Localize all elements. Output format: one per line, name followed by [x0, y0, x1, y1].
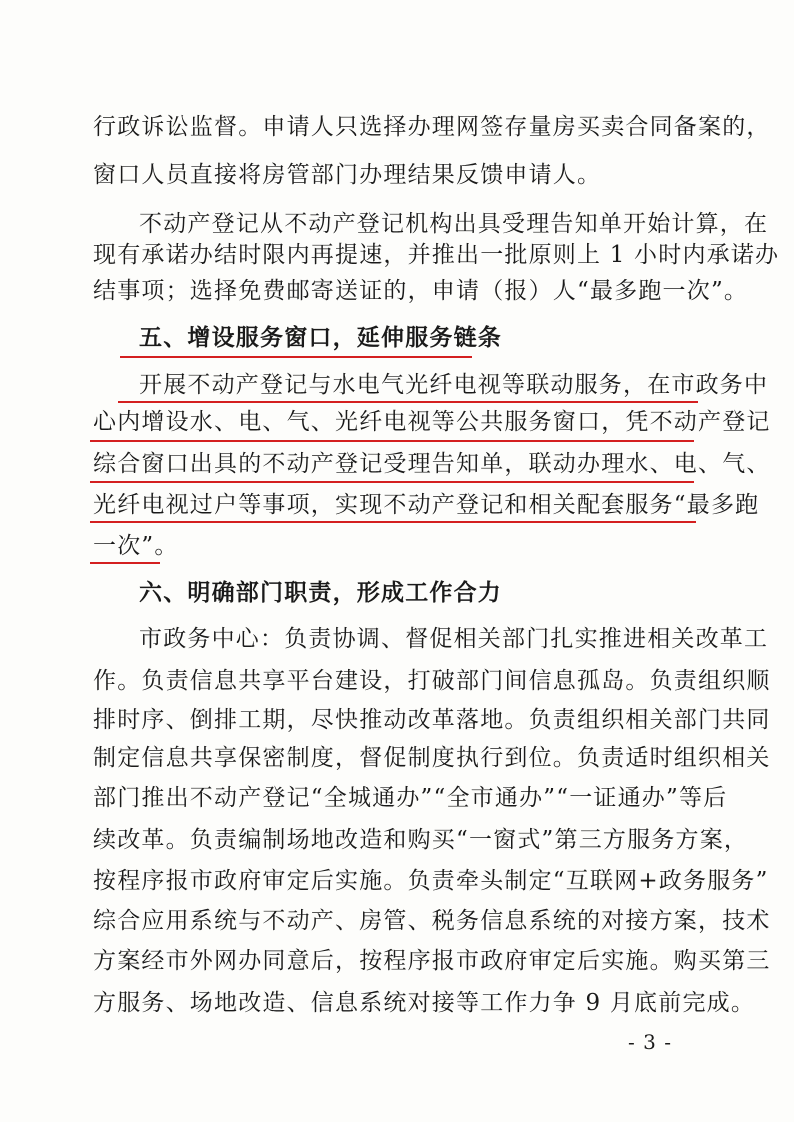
paragraph-line: 作。负责信息共享平台建设，打破部门间信息孤岛。负责组织顺 — [93, 668, 771, 694]
paragraph-line: 结事项；选择免费邮寄送证的，申请（报）人“最多跑一次”。 — [93, 278, 749, 304]
paragraph-line: 排时序、倒排工期，尽快推动改革落地。负责组织相关部门共同 — [93, 707, 771, 733]
paragraph-line: 行政诉讼监督。申请人只选择办理网签存量房买卖合同备案的， — [93, 114, 771, 140]
paragraph-line: 制定信息共享保密制度，督促制度执行到位。负责适时组织相关 — [93, 745, 771, 771]
red-underline — [120, 356, 472, 358]
paragraph-line: 方服务、场地改造、信息系统对接等工作力争 9 月底前完成。 — [93, 990, 756, 1016]
paragraph-line: 不动产登记从不动产登记机构出具受理告知单开始计算，在 — [139, 211, 769, 237]
red-underline — [90, 521, 696, 523]
red-underline — [90, 440, 694, 442]
section-heading: 五、增设服务窗口，延伸服务链条 — [139, 324, 502, 351]
paragraph-line: 续改革。负责编制场地改造和购买“一窗式”第三方服务方案， — [93, 827, 749, 853]
paragraph-line: 部门推出不动产登记“全城通办”“全市通办”“一证通办”等后 — [93, 785, 728, 811]
paragraph-line: 按程序报市政府审定后实施。负责牵头制定“互联网+政务服务” — [93, 868, 769, 894]
paragraph-line: 方案经市外网办同意后，按程序报市政府审定后实施。购买第三 — [93, 948, 771, 974]
red-underline — [118, 401, 698, 403]
paragraph-line: 窗口人员直接将房管部门办理结果反馈申请人。 — [93, 162, 602, 188]
red-underline — [90, 481, 694, 483]
paragraph-line: 光纤电视过户等事项，实现不动产登记和相关配套服务“最多跑 — [93, 492, 760, 518]
page-number: - 3 - — [628, 1030, 672, 1054]
paragraph-line: 开展不动产登记与水电气光纤电视等联动服务，在市政务中 — [139, 372, 769, 398]
paragraph-line: 综合窗口出具的不动产登记受理告知单，联动办理水、电、气、 — [93, 451, 771, 477]
paragraph-line: 心内增设水、电、气、光纤电视等公共服务窗口，凭不动产登记 — [93, 409, 771, 435]
section-heading: 六、明确部门职责，形成工作合力 — [139, 579, 502, 606]
paragraph-line: 一次”。 — [93, 533, 179, 559]
red-underline — [90, 562, 160, 564]
paragraph-line: 市政务中心：负责协调、督促相关部门扎实推进相关改革工 — [139, 626, 769, 652]
paragraph-line: 综合应用系统与不动产、房管、税务信息系统的对接方案，技术 — [93, 908, 771, 934]
paragraph-line: 现有承诺办结时限内再提速，并推出一批原则上 1 小时内承诺办 — [93, 242, 780, 268]
